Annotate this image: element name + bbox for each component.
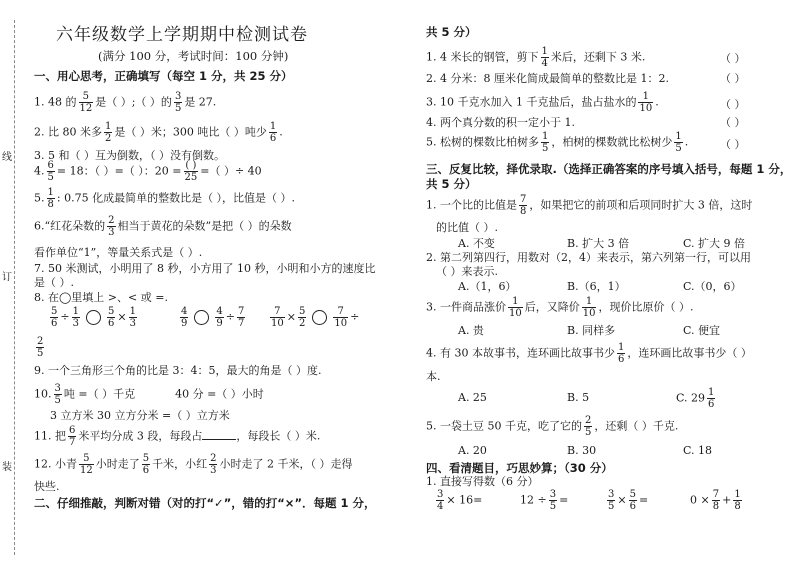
- choice-2-option-a: A.（1，6）: [458, 280, 517, 293]
- choice-1: 1. 一个比的比值是 $\frac{7}{8}$ ，如果把它的前项和后项同时扩大 3 倍，这时: [426, 194, 753, 217]
- binding-line: [14, 20, 15, 555]
- choice-5: 5. 一袋土豆 50 千克，吃了它的 $\frac{2}{5}$ ，还剩（ ）千克.: [426, 415, 679, 438]
- choice-2: 2. 第二列第四行，用数对（2，4）来表示，第六列第一行，可以用: [426, 251, 751, 264]
- compare-circle: [312, 310, 327, 325]
- question-1-10-line2: 3 立方米 30 立方分米 =（ ）立方米: [50, 409, 230, 422]
- question-1-5: 5. $\frac{1}{8}$ : 0.75 化成最简单的整数比是（ ），比值是（ ）.: [34, 187, 296, 210]
- question-1-8: 8. 在◯里填上 >、< 或 =.: [34, 291, 168, 304]
- calc-3: $\frac{3}{5}$ × $\frac{5}{6}$ =: [608, 489, 649, 512]
- question-1-7-line2: 是（ ）.: [34, 276, 74, 289]
- choice-1-line2: 的比值（ ）.: [436, 221, 498, 234]
- judge-3: 3. 10 千克水加入 1 千克盐后，盐占盐水的 $\frac{1}{10}$ .: [426, 91, 659, 114]
- question-1-8-expr3: $\frac{7}{10}$ × $\frac{5}{2}$ $\frac{7}{10}$ ÷: [271, 306, 360, 329]
- answer-blank: [202, 429, 236, 440]
- judge-5: 5. 松树的棵数比柏树多 $\frac{1}{5}$ ，柏树的棵数就比松树少 $\frac{1}{5}$ .: [426, 131, 689, 154]
- section-4-heading: 四、看清题目，巧思妙算；（30 分）: [426, 461, 613, 475]
- choice-3-option-a: A. 贵: [458, 324, 484, 337]
- question-1-6-line2: 看作单位“1”，等量关系式是（ ）.: [34, 246, 203, 259]
- compare-circle: [194, 310, 209, 325]
- judge-3-answer: （ ）: [720, 98, 746, 111]
- choice-2-line2: （ ）来表示.: [436, 265, 498, 278]
- judge-2: 2. 4 分米：8 厘米化简成最简单的整数比是 1：2.: [426, 72, 669, 85]
- compare-circle: [86, 310, 101, 325]
- calc-1: $\frac{3}{4}$ × 16=: [437, 489, 483, 512]
- question-1-8-tail: $\frac{2}{5}$: [37, 336, 44, 359]
- question-1-3: 3. 5 和（ ）互为倒数，（ ）没有倒数。: [34, 149, 225, 162]
- question-1-11: 11. 把 $\frac{6}{7}$ 米平均分成 3 段，每段占 ，每段长（ ）米.: [34, 425, 321, 448]
- calc-4: 0 × $\frac{7}{8}$ + $\frac{1}{8}$: [690, 489, 741, 512]
- choice-3-option-c: C. 便宜: [683, 324, 721, 337]
- binding-mark-line: 线: [2, 152, 12, 163]
- choice-1-option-c: C. 扩大 9 倍: [683, 237, 746, 250]
- choice-3: 3. 一件商品涨价 $\frac{1}{10}$ 后，又降价 $\frac{1}{10}$ ，现价比原价（ ）.: [426, 296, 694, 319]
- section-1-heading: 一、用心思考，正确填写（每空 1 分，共 25 分）: [34, 69, 293, 83]
- choice-4-option-a: A. 25: [458, 391, 487, 404]
- question-1-4: 4. $\frac{6}{5}$ = 18：（ ）=（ ）：20 = $\frac{( )}{25}$ =（ ）÷ 40: [34, 160, 262, 183]
- judge-4: 4. 两个真分数的积一定小于 1.: [426, 116, 575, 129]
- page-title: 六年级数学上学期期中检测试卷: [56, 25, 308, 45]
- question-1-9: 9. 一个三角形三个角的比是 3：4：5，最大的角是（ ）度.: [34, 364, 322, 377]
- binding-mark-bind: 装: [2, 462, 12, 473]
- choice-4-option-c: C. 29 $\frac{1}{6}$: [676, 387, 715, 410]
- choice-4: 4. 有 30 本故事书，连环画比故事书少 $\frac{1}{6}$ ，连环画比故事书少（ ）: [426, 342, 752, 365]
- question-1-8-expr1: $\frac{5}{6}$ ÷ $\frac{1}{3}$ $\frac{5}{6}$ × $\frac{1}{3}$: [51, 306, 136, 329]
- choice-2-option-c: C.（0，6）: [683, 280, 742, 293]
- choice-4-line2: 本.: [426, 370, 441, 383]
- calc-2: 12 ÷ $\frac{3}{5}$ =: [520, 489, 569, 512]
- section-3-heading-line2: 共 5 分）: [426, 177, 477, 191]
- section-2-heading-cont: 共 5 分）: [426, 25, 477, 39]
- binding-mark-staple: 订: [2, 272, 12, 283]
- question-1-8-expr2: $\frac{4}{9}$ $\frac{4}{9}$ ÷ $\frac{7}{7}$: [181, 306, 245, 329]
- choice-1-option-b: B. 扩大 3 倍: [567, 237, 630, 250]
- section-4-sub: 1. 直接写得数（6 分）: [426, 475, 539, 488]
- section-3-heading: 三、反复比较，择优录取.（选择正确答案的序号填入括号，每题 1 分，: [426, 162, 792, 176]
- choice-5-option-b: B. 30: [567, 444, 597, 457]
- choice-2-option-b: B.（6，1）: [567, 280, 626, 293]
- question-1-6: 6.“红花朵数的 $\frac{2}{3}$ 相当于黄花的朵数”是把（ ）的朵数: [34, 215, 292, 238]
- question-1-12-line2: 快些.: [34, 480, 60, 493]
- judge-4-answer: （ ）: [720, 116, 746, 129]
- section-2-heading: 二、仔细推敲，判断对错（对的打“✓”，错的打“×”．每题 1 分，: [34, 496, 376, 510]
- choice-4-option-b: B. 5: [567, 391, 590, 404]
- question-1-1: 1. 48 的 $\frac{5}{12}$ 是（ ）;（ ）的 $\frac{3}{5}$ 是 27.: [34, 91, 217, 114]
- judge-2-answer: （ ）: [720, 72, 746, 85]
- choice-1-option-a: A. 不变: [458, 237, 495, 250]
- question-1-12: 12. 小青 $\frac{5}{12}$ 小时走了 $\frac{5}{6}$ 千米，小红 $\frac{2}{3}$ 小时走了 2 千米，（ ）走得: [34, 453, 353, 476]
- page-subtitle: (满分 100 分，考试时间：100 分钟): [98, 49, 289, 63]
- judge-5-answer: （ ）: [720, 138, 746, 151]
- question-1-7: 7. 50 米测试，小明用了 8 秒，小方用了 10 秒，小明和小方的速度比: [34, 262, 376, 275]
- question-1-2: 2. 比 80 米多 $\frac{1}{2}$ 是（ ）米；300 吨比（ ）吨少 $\frac{1}{6}$ .: [34, 121, 283, 144]
- choice-5-option-a: A. 20: [458, 444, 487, 457]
- choice-3-option-b: B. 同样多: [567, 324, 616, 337]
- question-1-10: 10. $\frac{3}{5}$ 吨 =（ ）千克 40 分 =（ ）小时: [34, 383, 264, 406]
- judge-1: 1. 4 米长的钢管，剪下 $\frac{1}{4}$ 米后，还剩下 3 米.: [426, 46, 646, 69]
- choice-5-option-c: C. 18: [683, 444, 713, 457]
- judge-1-answer: （ ）: [720, 52, 746, 65]
